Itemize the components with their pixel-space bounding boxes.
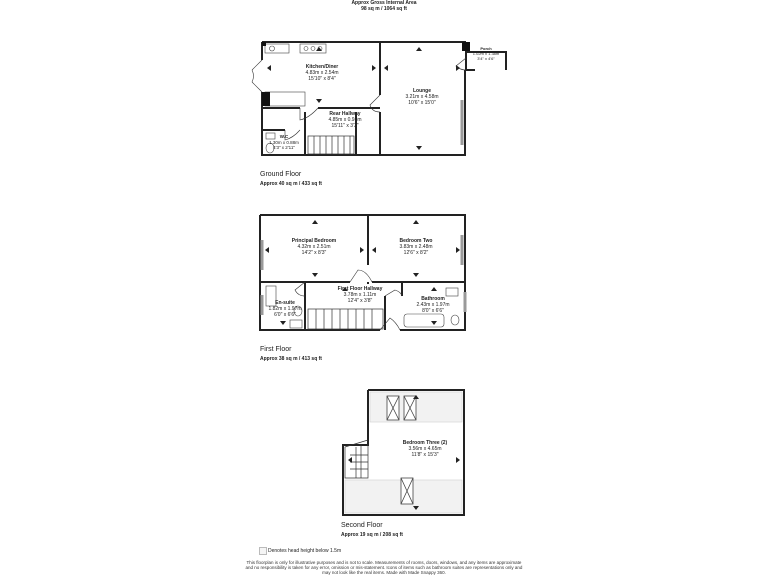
room-imperial: 12'6" x 8'2" xyxy=(403,250,429,256)
room-metric: 4.83m x 2.54m xyxy=(305,70,339,76)
room-metric: 1.02m x 1.38m xyxy=(472,51,500,56)
room-name: Bedroom Two xyxy=(399,238,433,244)
floor-title-second: Second Floor xyxy=(341,522,383,529)
room-name: Rear Hallway xyxy=(329,111,361,117)
room-imperial: 15'10" x 8'4" xyxy=(308,76,336,82)
room-label-kitchen-diner xyxy=(290,64,354,82)
room-metric: 1.82m x 1.97m xyxy=(268,306,302,312)
room-name: Porch xyxy=(480,46,492,51)
room-name: En-suite xyxy=(275,300,295,306)
low-headroom-legend-swatch xyxy=(259,547,267,555)
disclaimer-line-3: may not look like the real items. Made with Made Snappy 360. xyxy=(322,570,446,575)
room-metric: 3.78m x 1.11m xyxy=(343,292,377,298)
room-metric: 4.85m x 0.98m xyxy=(328,117,362,123)
room-label-en-suite xyxy=(264,300,306,318)
room-name: Lounge xyxy=(412,88,432,94)
room-imperial: 8'0" x 6'6" xyxy=(422,308,444,314)
room-imperial: 12'4" x 3'8" xyxy=(347,298,373,304)
floor-title-ground: Ground Floor xyxy=(260,171,302,178)
header-area: 98 sq m / 1064 sq ft xyxy=(361,6,407,12)
room-name: First Floor Hallway xyxy=(337,286,383,292)
room-name: Bedroom Three (2) xyxy=(402,440,448,446)
room-metric: 3.83m x 2.48m xyxy=(399,244,433,250)
room-metric: 2.43m x 1.97m xyxy=(416,302,450,308)
floor-title-first: First Floor xyxy=(260,346,292,353)
room-imperial: 15'11" x 3'3" xyxy=(331,123,359,129)
floor-area-ground: Approx 40 sq m / 433 sq ft xyxy=(260,181,322,187)
room-label-wc xyxy=(264,134,304,151)
room-metric: 1.30m x 0.88m xyxy=(269,139,299,145)
room-imperial: 14'2" x 8'3" xyxy=(301,250,327,256)
room-imperial: 11'8" x 15'3" xyxy=(411,452,439,458)
disclaimer-line-1: This floorplan is only for illustrative purposes and is not to scale. Measurements of rooms, doors, windows, and any items are approximate xyxy=(246,560,522,565)
room-metric: 3.21m x 4.58m xyxy=(405,94,439,100)
disclaimer-line-2: and no responsibility is taken for any error, omission or mis-statement. Icons of items such as bathroom suites are representations only and xyxy=(245,565,523,570)
room-label-first-floor-hallway xyxy=(320,286,400,304)
room-label-bedroom-three xyxy=(390,440,460,458)
room-label-bathroom xyxy=(408,296,458,314)
header-title: Approx Gross Internal Area xyxy=(351,0,417,6)
room-name: W.C xyxy=(279,134,289,139)
room-label-principal-bedroom xyxy=(282,238,346,256)
room-label-porch xyxy=(466,46,506,61)
room-label-lounge xyxy=(390,88,454,106)
room-name: Kitchen/Diner xyxy=(305,64,339,70)
room-imperial: 3'4" x 4'6" xyxy=(477,56,495,61)
room-imperial: 10'6" x 15'0" xyxy=(408,100,436,106)
room-name: Principal Bedroom xyxy=(291,238,337,244)
room-imperial: 4'3" x 2'11" xyxy=(273,145,295,150)
room-label-rear-hallway xyxy=(308,111,382,129)
room-metric: 3.56m x 4.65m xyxy=(408,446,442,452)
low-headroom-legend-label: Denotes head height below 1.5m xyxy=(268,548,342,554)
room-label-bedroom-two xyxy=(384,238,448,256)
room-name: Bathroom xyxy=(421,296,445,302)
floor-area-first: Approx 38 sq m / 413 sq ft xyxy=(260,356,322,362)
floor-area-second: Approx 19 sq m / 208 sq ft xyxy=(341,532,403,538)
room-imperial: 6'0" x 6'6" xyxy=(274,312,296,318)
room-metric: 4.32m x 2.51m xyxy=(297,244,331,250)
